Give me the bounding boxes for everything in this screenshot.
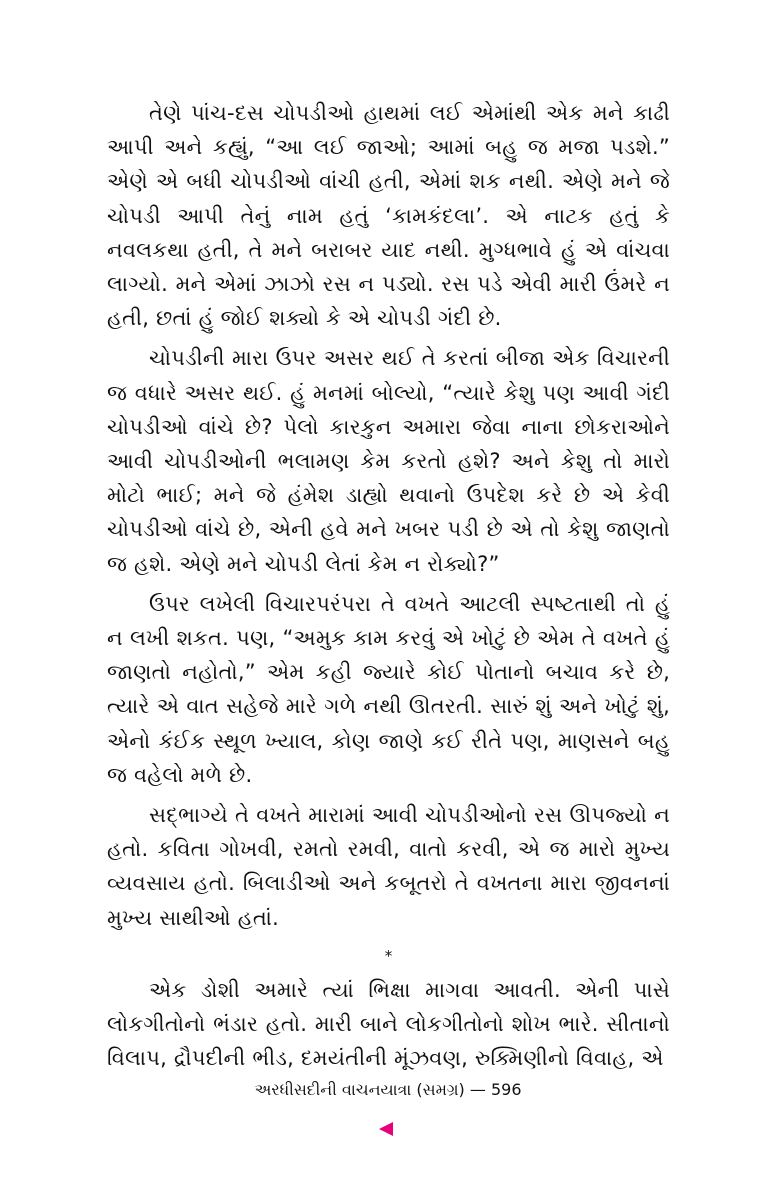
paragraph-3: ઉપર લખેલી વિચારપરંપરા તે વખતે આટલી સ્પષ્ટતાથી તો હું ન લખી શકત. પણ, “અમુક કામ કરવું એ ખોટું છે એમ તે વખતે હું જાણતો નહોતો,” એમ કહી જ્યારે કોઈ પોતાનો બચાવ કરે છે, ત્યારે એ વાત સહેજે મારે ગળે નથી ઊતરતી. સારું શું અને ખોટું શું, એનો કંઈક સ્થૂળ ખ્યાલ, કોણ જાણે કઈ રીતે પણ, માણસને બહુ જ વહેલો મળે છે. (107, 591, 670, 787)
body-text (107, 96, 670, 1081)
paragraph-4: સદ્ભાગ્યે તે વખતે મારામાં આવી ચોપડીઓનો રસ ઊપજ્યો ન હતો. કવિતા ગોખવી, રમતો રમવી, વાતો કરવી, એ જ મારો મુખ્ય વ્યવસાય હતો. બિલાડીઓ અને કબૂતરો તે વખતના મારા જીવનનાં મુખ્ય સાથીઓ હતાં. (107, 803, 670, 930)
paragraph-1: તેણે પાંચ-દસ ચોપડીઓ હાથમાં લઈ એમાંથી એક મને કાઢી આપી અને કહ્યું, “આ લઈ જાઓ; આમાં બહુ જ મજા પડશે.” એણે એ બધી ચોપડીઓ વાંચી હતી, એમાં શક નથી. એણે મને જે ચોપડી આપી તેનું નામ હતું ‘કામકંદલા’. એ નાટક હતું કે નવલકથા હતી, તે મને બરાબર યાદ નથી. મુગ્ધભાવે હું એ વાંચવા લાગ્યો. મને એમાં ઝાઝો રસ ન પડ્યો. રસ પડે એવી મારી ઉંમરે ન હતી, છતાં હું જોઈ શક્યો કે એ ચોપડી ગંદી છે. (107, 101, 670, 331)
page-footer: અરધીસદીની વાચનયાત્રા (સમગ્ર) — 596 (254, 1080, 522, 1099)
section-separator: * (384, 946, 393, 965)
paragraph-5: એક ડોશી અમારે ત્યાં ભિક્ષા માગવા આવતી. એની પાસે લોકગીતોનો ભંડાર હતો. મારી બાને લોકગીતોનો શોખ ભારે. સીતાનો વિલાપ, દ્રૌપદીની ભીડ, દમયંતીની મૂંઝવણ, રુક્મિણીનો વિવાહ, એ (107, 977, 670, 1071)
previous-page-icon[interactable] (379, 1122, 393, 1136)
paragraph-2: ચોપડીની મારા ઉપર અસર થઈ તે કરતાં બીજા એક વિચારની જ વધારે અસર થઈ. હું મનમાં બોલ્યો, “ત્યારે કેશુ પણ આવી ગંદી ચોપડીઓ વાંચે છે? પેલો કારકુન અમારા જેવા નાના છોકરાઓને આવી ચોપડીઓની ભલામણ કેમ કરતો હશે? અને કેશુ તો મારો મોટો ભાઈ; મને જે હંમેશ ડાહ્યો થવાનો ઉપદેશ કરે છે એ કેવી ચોપડીઓ વાંચે છે, એની હવે મને ખબર પડી છે એ તો કેશુ જાણતો જ હશે. એણે મને ચોપડી લેતાં કેમ ન રોક્યો?” (107, 346, 670, 576)
